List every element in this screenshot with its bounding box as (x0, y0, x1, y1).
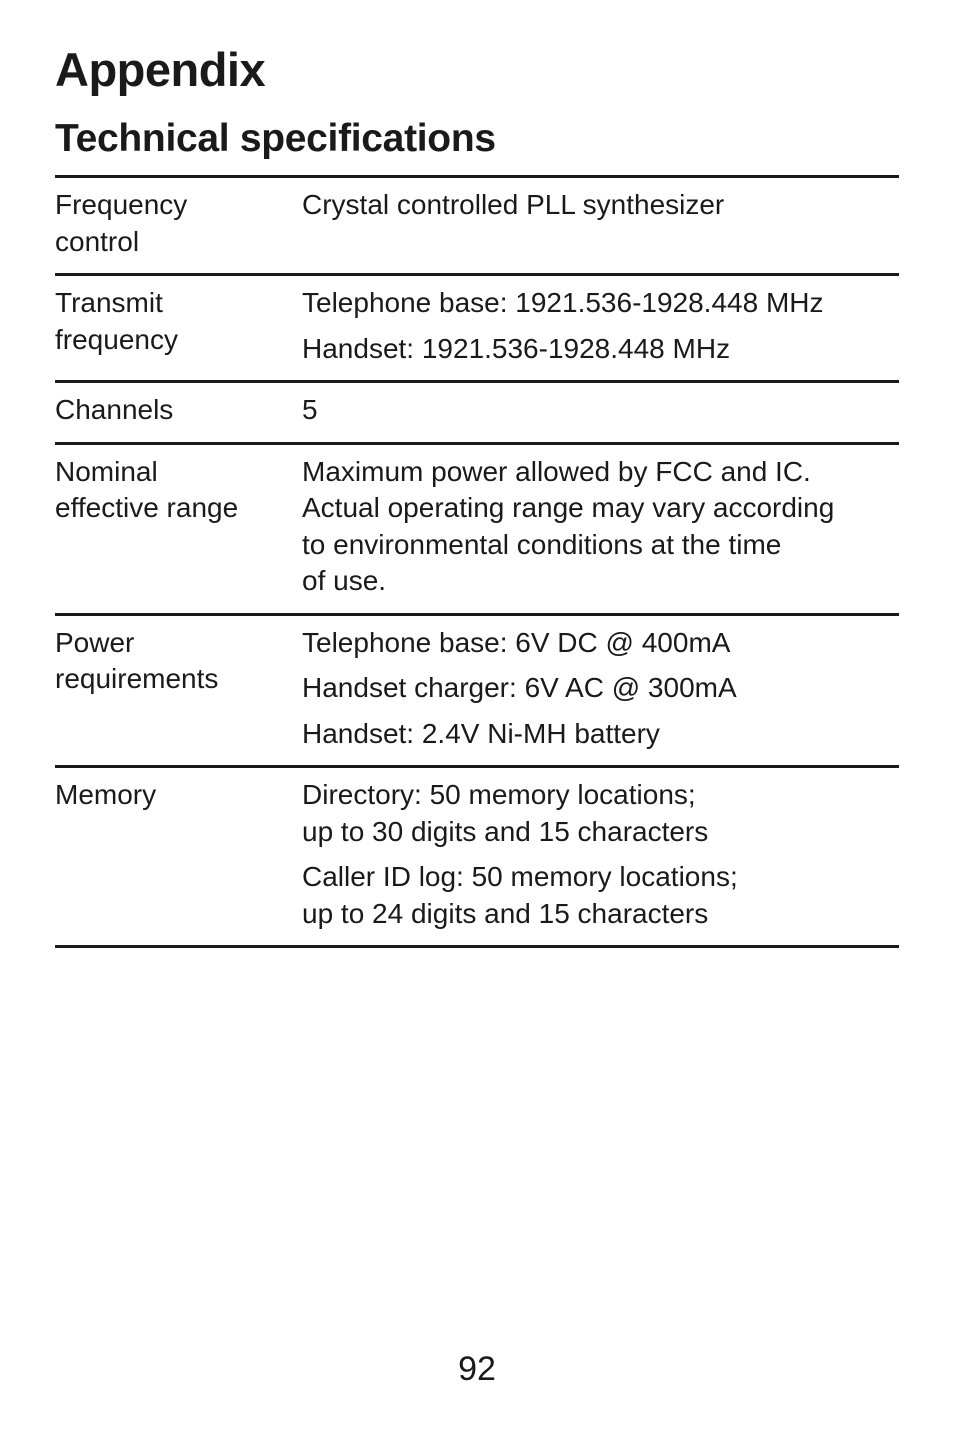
spec-table (55, 175, 899, 948)
spec-label: Memory (55, 779, 157, 810)
spec-label: Channels (55, 394, 174, 425)
spec-row-power-requirements (55, 616, 899, 769)
spec-value: Handset: 1921.536-1928.448 MHz (302, 332, 731, 364)
spec-row-frequency-control (55, 178, 899, 276)
spec-value: Crystal controlled PLL synthesizer (302, 189, 725, 220)
spec-label: Transmit frequency (55, 287, 178, 355)
spec-row-channels (55, 383, 899, 445)
page-heading: Appendix (55, 43, 266, 96)
spec-value: Telephone base: 6V DC @ 400mA (302, 626, 731, 658)
spec-value: 5 (302, 394, 318, 425)
spec-value: Handset: 2.4V Ni-MH battery (302, 717, 660, 749)
section-heading: Technical specifications (55, 117, 496, 160)
spec-value: Handset charger: 6V AC @ 300mA (302, 672, 737, 703)
spec-row-nominal-effective-range (55, 445, 899, 616)
spec-values (302, 777, 899, 932)
spec-label: Nominal effective range (55, 455, 239, 523)
spec-values (302, 625, 899, 753)
page-number: 92 (458, 1350, 496, 1388)
spec-value: Caller ID log: 50 memory locations; up to 24 digits and 15 characters (302, 861, 738, 929)
spec-values (302, 285, 899, 367)
spec-row-memory (55, 768, 899, 948)
spec-value: Telephone base: 1921.536-1928.448 MHz (302, 287, 824, 318)
spec-values (302, 187, 899, 260)
spec-row-transmit-frequency (55, 276, 899, 383)
spec-value: Directory: 50 memory locations; up to 30 digits and 15 characters (302, 779, 709, 847)
spec-values (302, 392, 899, 429)
spec-value: Maximum power allowed by FCC and IC. Actual operating range may vary according to environmental conditions at the time of use. (302, 455, 835, 596)
spec-label: Frequency control (55, 189, 188, 257)
spec-values (302, 454, 899, 600)
spec-label: Power requirements (55, 626, 219, 694)
